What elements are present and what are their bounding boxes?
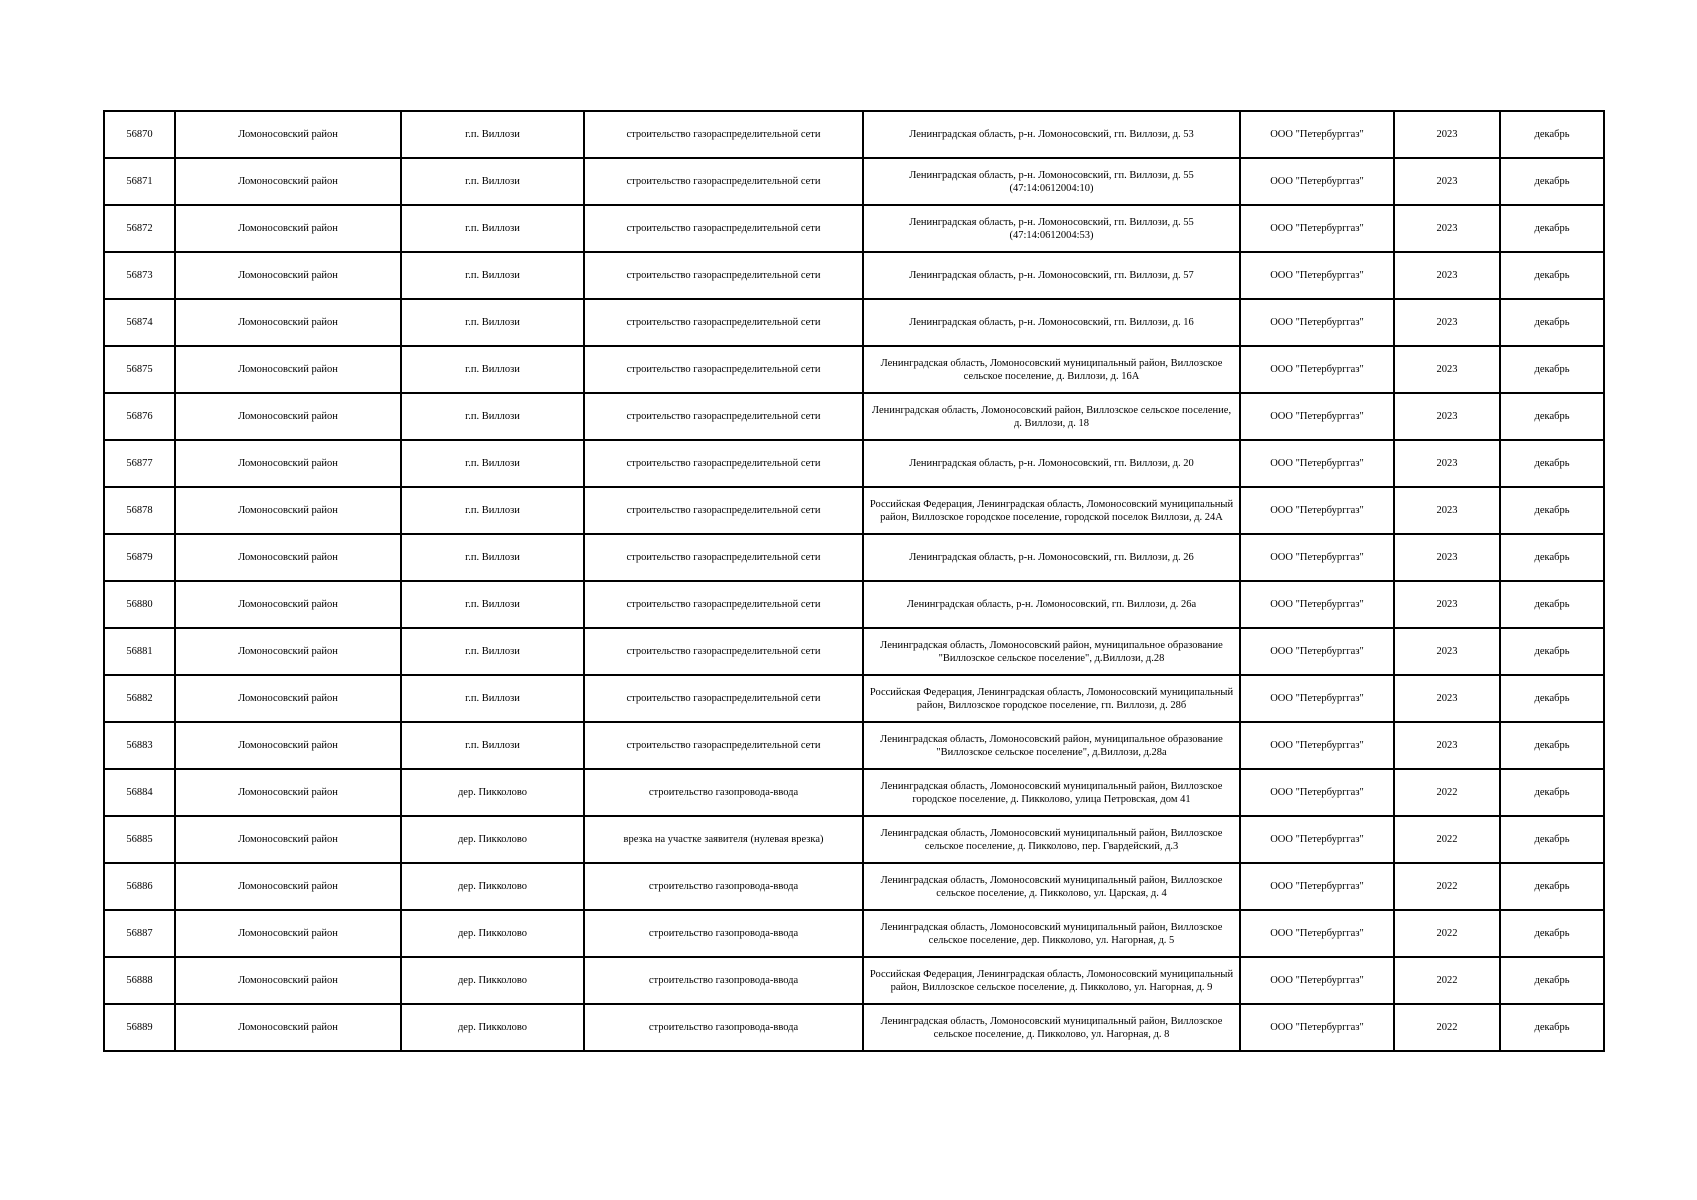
cell-year: 2023: [1394, 158, 1500, 205]
cell-work-type: строительство газораспределительной сети: [584, 252, 863, 299]
cell-id: 56882: [104, 675, 175, 722]
cell-settlement: г.п. Виллози: [401, 158, 584, 205]
cell-district: Ломоносовский район: [175, 769, 401, 816]
cell-address: Ленинградская область, р-н. Ломоносовский, гп. Виллози, д. 16: [863, 299, 1240, 346]
cell-year: 2022: [1394, 1004, 1500, 1051]
cell-month: декабрь: [1500, 440, 1604, 487]
cell-id: 56873: [104, 252, 175, 299]
cell-address: Ленинградская область, р-н. Ломоносовский, гп. Виллози, д. 26а: [863, 581, 1240, 628]
cell-id: 56871: [104, 158, 175, 205]
cell-work-type: строительство газораспределительной сети: [584, 393, 863, 440]
cell-address: Ленинградская область, р-н. Ломоносовский, гп. Виллози, д. 53: [863, 111, 1240, 158]
cell-month: декабрь: [1500, 628, 1604, 675]
cell-district: Ломоносовский район: [175, 346, 401, 393]
cell-organization: ООО "Петербурггаз": [1240, 957, 1394, 1004]
gasification-table: [103, 110, 1605, 1052]
cell-year: 2022: [1394, 863, 1500, 910]
cell-settlement: г.п. Виллози: [401, 675, 584, 722]
cell-year: 2023: [1394, 675, 1500, 722]
cell-organization: ООО "Петербурггаз": [1240, 1004, 1394, 1051]
cell-month: декабрь: [1500, 910, 1604, 957]
cell-month: декабрь: [1500, 346, 1604, 393]
cell-month: декабрь: [1500, 957, 1604, 1004]
cell-address: Ленинградская область, р-н. Ломоносовский, гп. Виллози, д. 26: [863, 534, 1240, 581]
cell-month: декабрь: [1500, 299, 1604, 346]
table-row: [104, 487, 1604, 534]
cell-district: Ломоносовский район: [175, 722, 401, 769]
cell-district: Ломоносовский район: [175, 581, 401, 628]
cell-id: 56884: [104, 769, 175, 816]
cell-work-type: строительство газопровода-ввода: [584, 1004, 863, 1051]
cell-id: 56870: [104, 111, 175, 158]
cell-work-type: строительство газораспределительной сети: [584, 722, 863, 769]
cell-settlement: г.п. Виллози: [401, 628, 584, 675]
cell-address: Ленинградская область, Ломоносовский муниципальный район, Виллозское сельское поселение, д. Пикколово, ул. Нагорная, д. 8: [863, 1004, 1240, 1051]
cell-district: Ломоносовский район: [175, 957, 401, 1004]
cell-id: 56877: [104, 440, 175, 487]
cell-address: Российская Федерация, Ленинградская область, Ломоносовский муниципальный район, Виллозское сельское поселение, д. Пикколово, ул. Нагорная, д. 9: [863, 957, 1240, 1004]
table-body: [104, 111, 1604, 1051]
cell-id: 56874: [104, 299, 175, 346]
cell-district: Ломоносовский район: [175, 111, 401, 158]
cell-settlement: г.п. Виллози: [401, 205, 584, 252]
document-page: [103, 110, 1605, 1052]
cell-district: Ломоносовский район: [175, 534, 401, 581]
cell-address: Ленинградская область, р-н. Ломоносовский, гп. Виллози, д. 20: [863, 440, 1240, 487]
cell-id: 56889: [104, 1004, 175, 1051]
cell-work-type: строительство газораспределительной сети: [584, 440, 863, 487]
cell-settlement: г.п. Виллози: [401, 393, 584, 440]
cell-settlement: г.п. Виллози: [401, 111, 584, 158]
cell-work-type: строительство газораспределительной сети: [584, 675, 863, 722]
cell-organization: ООО "Петербурггаз": [1240, 534, 1394, 581]
cell-id: 56881: [104, 628, 175, 675]
cell-month: декабрь: [1500, 205, 1604, 252]
cell-month: декабрь: [1500, 722, 1604, 769]
cell-id: 56880: [104, 581, 175, 628]
cell-id: 56879: [104, 534, 175, 581]
table-row: [104, 205, 1604, 252]
cell-settlement: г.п. Виллози: [401, 252, 584, 299]
cell-year: 2023: [1394, 111, 1500, 158]
table-row: [104, 534, 1604, 581]
cell-month: декабрь: [1500, 769, 1604, 816]
cell-year: 2023: [1394, 487, 1500, 534]
cell-address: Ленинградская область, Ломоносовский муниципальный район, Виллозское сельское поселение, д. Пикколово, пер. Гвардейский, д.3: [863, 816, 1240, 863]
cell-settlement: г.п. Виллози: [401, 487, 584, 534]
cell-district: Ломоносовский район: [175, 440, 401, 487]
cell-address: Ленинградская область, Ломоносовский муниципальный район, Виллозское сельское поселение, д. Пикколово, ул. Царская, д. 4: [863, 863, 1240, 910]
cell-organization: ООО "Петербурггаз": [1240, 393, 1394, 440]
cell-work-type: врезка на участке заявителя (нулевая врезка): [584, 816, 863, 863]
cell-month: декабрь: [1500, 863, 1604, 910]
cell-address: Ленинградская область, р-н. Ломоносовский, гп. Виллози, д. 57: [863, 252, 1240, 299]
cell-year: 2022: [1394, 957, 1500, 1004]
cell-year: 2023: [1394, 581, 1500, 628]
cell-settlement: дер. Пикколово: [401, 863, 584, 910]
cell-year: 2023: [1394, 299, 1500, 346]
cell-settlement: дер. Пикколово: [401, 816, 584, 863]
cell-work-type: строительство газопровода-ввода: [584, 769, 863, 816]
cell-organization: ООО "Петербурггаз": [1240, 440, 1394, 487]
cell-id: 56888: [104, 957, 175, 1004]
cell-work-type: строительство газораспределительной сети: [584, 534, 863, 581]
cell-month: декабрь: [1500, 158, 1604, 205]
cell-month: декабрь: [1500, 252, 1604, 299]
table-row: [104, 863, 1604, 910]
cell-id: 56885: [104, 816, 175, 863]
cell-organization: ООО "Петербурггаз": [1240, 252, 1394, 299]
cell-settlement: дер. Пикколово: [401, 1004, 584, 1051]
cell-district: Ломоносовский район: [175, 487, 401, 534]
cell-organization: ООО "Петербурггаз": [1240, 722, 1394, 769]
cell-organization: ООО "Петербурггаз": [1240, 910, 1394, 957]
cell-year: 2023: [1394, 252, 1500, 299]
cell-work-type: строительство газопровода-ввода: [584, 957, 863, 1004]
cell-month: декабрь: [1500, 675, 1604, 722]
cell-year: 2023: [1394, 628, 1500, 675]
cell-organization: ООО "Петербурггаз": [1240, 346, 1394, 393]
cell-organization: ООО "Петербурггаз": [1240, 299, 1394, 346]
cell-work-type: строительство газораспределительной сети: [584, 158, 863, 205]
cell-work-type: строительство газораспределительной сети: [584, 581, 863, 628]
cell-organization: ООО "Петербурггаз": [1240, 816, 1394, 863]
cell-organization: ООО "Петербурггаз": [1240, 628, 1394, 675]
cell-year: 2023: [1394, 722, 1500, 769]
cell-district: Ломоносовский район: [175, 675, 401, 722]
cell-address: Ленинградская область, Ломоносовский район, муниципальное образование "Виллозское сельское поселение", д.Виллози, д.28: [863, 628, 1240, 675]
cell-month: декабрь: [1500, 393, 1604, 440]
cell-address: Ленинградская область, Ломоносовский муниципальный район, Виллозское сельское поселение, дер. Пикколово, ул. Нагорная, д. 5: [863, 910, 1240, 957]
cell-district: Ломоносовский район: [175, 863, 401, 910]
table-row: [104, 910, 1604, 957]
table-row: [104, 158, 1604, 205]
cell-district: Ломоносовский район: [175, 205, 401, 252]
cell-district: Ломоносовский район: [175, 393, 401, 440]
cell-district: Ломоносовский район: [175, 816, 401, 863]
table-row: [104, 252, 1604, 299]
cell-id: 56876: [104, 393, 175, 440]
cell-id: 56878: [104, 487, 175, 534]
cell-district: Ломоносовский район: [175, 1004, 401, 1051]
cell-settlement: г.п. Виллози: [401, 299, 584, 346]
cell-id: 56887: [104, 910, 175, 957]
cell-district: Ломоносовский район: [175, 299, 401, 346]
table-row: [104, 393, 1604, 440]
cell-address: Ленинградская область, Ломоносовский район, муниципальное образование "Виллозское сельское поселение", д.Виллози, д.28а: [863, 722, 1240, 769]
cell-organization: ООО "Петербурггаз": [1240, 769, 1394, 816]
cell-address: Ленинградская область, р-н. Ломоносовский, гп. Виллози, д. 55 (47:14:0612004:10): [863, 158, 1240, 205]
cell-year: 2023: [1394, 205, 1500, 252]
cell-year: 2022: [1394, 910, 1500, 957]
cell-year: 2023: [1394, 393, 1500, 440]
cell-work-type: строительство газораспределительной сети: [584, 346, 863, 393]
cell-work-type: строительство газораспределительной сети: [584, 628, 863, 675]
table-row: [104, 440, 1604, 487]
cell-address: Ленинградская область, р-н. Ломоносовский, гп. Виллози, д. 55 (47:14:0612004:53): [863, 205, 1240, 252]
table-row: [104, 346, 1604, 393]
cell-year: 2023: [1394, 440, 1500, 487]
cell-year: 2022: [1394, 769, 1500, 816]
table-row: [104, 957, 1604, 1004]
table-row: [104, 299, 1604, 346]
cell-settlement: дер. Пикколово: [401, 910, 584, 957]
table-row: [104, 1004, 1604, 1051]
cell-month: декабрь: [1500, 487, 1604, 534]
cell-work-type: строительство газопровода-ввода: [584, 910, 863, 957]
cell-organization: ООО "Петербурггаз": [1240, 158, 1394, 205]
cell-address: Ленинградская область, Ломоносовский муниципальный район, Виллозское сельское поселение, д. Виллози, д. 16А: [863, 346, 1240, 393]
table-row: [104, 816, 1604, 863]
cell-work-type: строительство газораспределительной сети: [584, 111, 863, 158]
cell-address: Российская Федерация, Ленинградская область, Ломоносовский муниципальный район, Виллозское городское поселение, городской поселок Виллози, д. 24А: [863, 487, 1240, 534]
cell-id: 56872: [104, 205, 175, 252]
cell-work-type: строительство газопровода-ввода: [584, 863, 863, 910]
cell-settlement: г.п. Виллози: [401, 722, 584, 769]
cell-district: Ломоносовский район: [175, 252, 401, 299]
cell-district: Ломоносовский район: [175, 158, 401, 205]
cell-address: Ленинградская область, Ломоносовский муниципальный район, Виллозское городское поселение, д. Пикколово, улица Петровская, дом 41: [863, 769, 1240, 816]
table-row: [104, 722, 1604, 769]
cell-month: декабрь: [1500, 816, 1604, 863]
cell-organization: ООО "Петербурггаз": [1240, 487, 1394, 534]
cell-settlement: дер. Пикколово: [401, 957, 584, 1004]
table-row: [104, 111, 1604, 158]
cell-settlement: г.п. Виллози: [401, 440, 584, 487]
table-row: [104, 628, 1604, 675]
table-row: [104, 675, 1604, 722]
cell-district: Ломоносовский район: [175, 628, 401, 675]
cell-organization: ООО "Петербурггаз": [1240, 205, 1394, 252]
cell-year: 2023: [1394, 346, 1500, 393]
cell-organization: ООО "Петербурггаз": [1240, 581, 1394, 628]
table-row: [104, 581, 1604, 628]
cell-district: Ломоносовский район: [175, 910, 401, 957]
cell-id: 56886: [104, 863, 175, 910]
cell-year: 2023: [1394, 534, 1500, 581]
cell-settlement: дер. Пикколово: [401, 769, 584, 816]
cell-address: Российская Федерация, Ленинградская область, Ломоносовский муниципальный район, Виллозское городское поселение, гп. Виллози, д. 28б: [863, 675, 1240, 722]
cell-work-type: строительство газораспределительной сети: [584, 205, 863, 252]
cell-organization: ООО "Петербурггаз": [1240, 863, 1394, 910]
cell-address: Ленинградская область, Ломоносовский район, Виллозское сельское поселение, д. Виллози, д. 18: [863, 393, 1240, 440]
cell-settlement: г.п. Виллози: [401, 581, 584, 628]
cell-year: 2022: [1394, 816, 1500, 863]
cell-id: 56883: [104, 722, 175, 769]
cell-month: декабрь: [1500, 111, 1604, 158]
cell-work-type: строительство газораспределительной сети: [584, 299, 863, 346]
cell-organization: ООО "Петербурггаз": [1240, 675, 1394, 722]
cell-settlement: г.п. Виллози: [401, 534, 584, 581]
cell-work-type: строительство газораспределительной сети: [584, 487, 863, 534]
cell-month: декабрь: [1500, 581, 1604, 628]
table-row: [104, 769, 1604, 816]
cell-month: декабрь: [1500, 1004, 1604, 1051]
cell-month: декабрь: [1500, 534, 1604, 581]
cell-id: 56875: [104, 346, 175, 393]
cell-organization: ООО "Петербурггаз": [1240, 111, 1394, 158]
cell-settlement: г.п. Виллози: [401, 346, 584, 393]
